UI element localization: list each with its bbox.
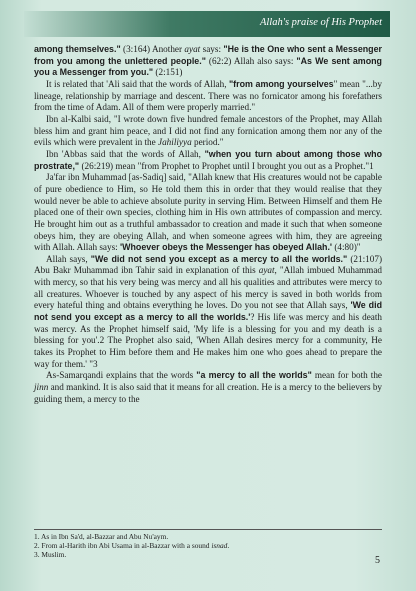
text-run: ? His life was mercy and his death was mercy. As the Prophet himself said, 'My life is a blessing for you and my death is a blessing for you'.2 The Prophet also said, 'When Allah desires mercy for a community, He takes its Prophet to Him before them and He makes him one who goes ahead to prepare the way for them.' "3 [34,312,382,369]
bold-quote: among themselves." [34,44,121,54]
paragraph [34,149,382,172]
page-number: 5 [375,555,380,566]
bold-quote: "We did not send you except as a mercy to all the worlds." [90,253,348,264]
bold-quote: "when you turn about among those who prostrate," [34,148,383,171]
text-run: (21:107) Abu Bakr Muhammad ibn Tahir said in explanation of this [34,253,383,276]
text-run: . [227,541,230,551]
italic-term: jinn [34,382,49,393]
italic-term: Jahiliyya [158,137,192,148]
paragraph [34,370,382,405]
footnotes [34,529,382,560]
paragraph [34,114,382,149]
text-run: (26:219) mean "from Prophet to Prophet until I brought you out as a Prophet."1 [79,160,374,171]
footnote [34,541,382,550]
text-run: Ibn al-Kalbi said, "I wrote down five hundred female ancestors of the Prophet, may Allah bless him and grant him peace, and I did not find any fornication among them nor any of the evils which were prevalent in the [34,113,382,148]
text-run: , "Allah imbued Muhammad with mercy, so that his very being was mercy and all his qualities and attributes were mercy to all creatures. Whoever is touched by any aspect of his mercy is saved in both worlds from every hateful thing and obtains everything he loves. Do you not see that Allah says, [34,265,382,311]
paragraph [34,79,382,114]
text-run: mean for both the [311,370,383,381]
bold-quote: "a mercy to all the worlds" [196,370,312,381]
footnote [34,532,382,541]
text-run: As-Samarqandi explains that the words [46,370,197,381]
running-header-band [24,11,390,37]
italic-term: ayat [184,44,201,54]
running-title: Allah's praise of His Prophet [259,17,382,28]
paragraph [34,254,382,371]
text-run: It is related that 'Ali said that the words of Allah, [46,78,229,89]
text-run: 2. From al-Harith ibn Abi Usama in al-Bazzar with a sound [34,541,212,551]
text-run: Ja'far ibn Muhammad [as-Sadiq] said, "Allah knew that His creatures would not be capable of pure obedience to Him, so He told them this in order that they would realise that they would never be able to achieve absolute purity in serving Him. Between Himself and them He placed one of their own species, clothing him in His own attributes of compassion and mercy. He brought him out as a truthful ambassador to creation and made it such that when someone obeys him, they are obeying Allah, and when someone agrees with him, they are agreeing with Allah. Allah says: [34,172,382,253]
text-run: period." [191,137,224,148]
text-run: Ibn 'Abbas said that the words of Allah, [46,148,205,159]
bold-quote: "He is the One who sent a Messenger from you among the unlettered people." [34,44,382,66]
italic-term: isnad [211,541,228,551]
text-run: says: [200,44,224,54]
text-run: (4:80)" [332,242,361,253]
footnote [34,550,382,559]
text-run: (3:164) Another [120,44,185,54]
text-run: and mankind. It is also said that it means for all creation. He is a mercy to the believers by guiding them, a mercy to the [34,382,383,404]
body-text [34,44,382,405]
bold-quote: "As We sent among you a Messenger from you." [34,55,382,78]
text-run: 1. As in Ibn Sa'd, al-Bazzar and Abu Nu'aym. [34,532,169,541]
paragraph [34,172,382,254]
text-run: " mean "...by lineage, relationship by marriage and descent. There was no fornicator among his forefathers from the time of Adam. All of them were properly married." [34,78,382,113]
text-run: (62:2) Allah also says: [205,55,297,66]
paragraph [34,44,382,79]
text-run: Allah says, [46,253,91,264]
text-run: 3. Muslim. [34,550,67,560]
bold-quote: 'We did not send you except as a mercy to all the worlds.' [34,300,382,323]
italic-term: ayat [258,265,275,276]
bold-quote: 'Whoever obeys the Messenger has obeyed Allah.' [120,242,333,253]
bold-quote: "from among yourselves [228,78,334,89]
text-run: (2:151) [153,67,183,78]
